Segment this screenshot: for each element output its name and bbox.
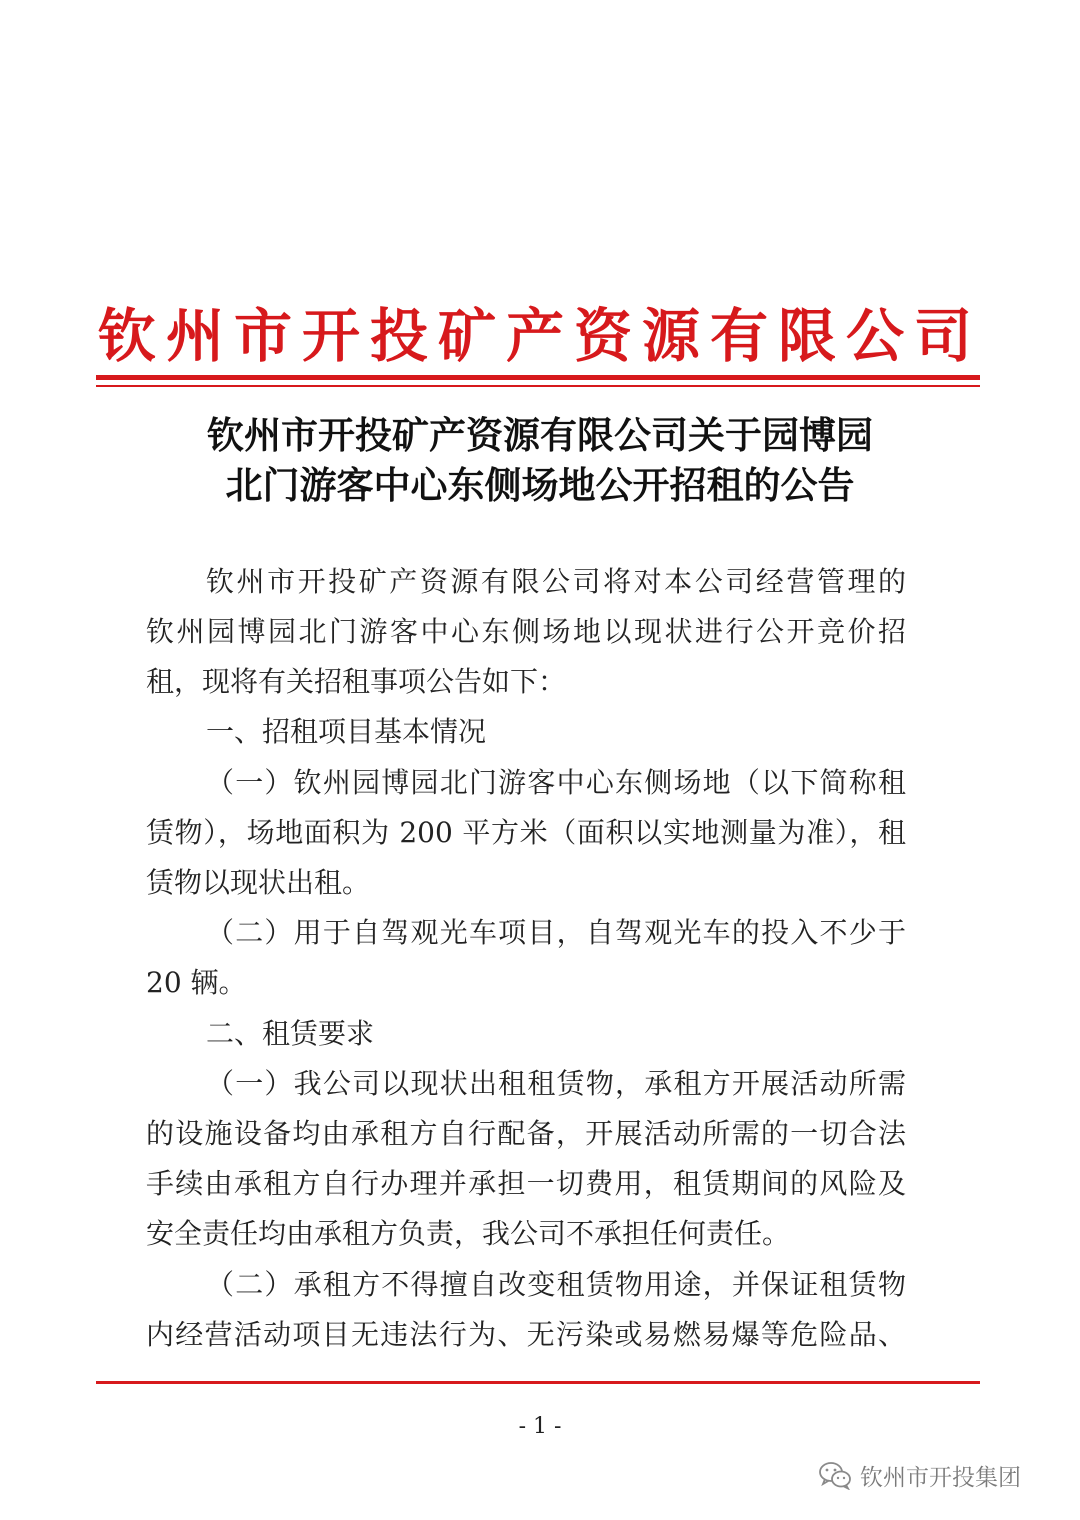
letterhead-rule-thick — [96, 375, 980, 380]
section-1-item-1-line-1: （一）钦州园博园北门游客中心东侧场地（以下简称租 — [206, 766, 906, 799]
section-1-item-1-line-2: 赁物），场地面积为 200 平方米（面积以实地测量为准），租 — [146, 816, 906, 849]
intro-line-3: 租，现将有关招租事项公告如下： — [146, 665, 567, 698]
section-1-item-1-line-3: 赁物以现状出租。 — [146, 866, 371, 899]
document-title-line-2: 北门游客中心东侧场地公开招租的公告 — [225, 463, 855, 507]
intro-line-1: 钦州市开投矿产资源有限公司将对本公司经营管理的 — [206, 565, 906, 598]
letterhead-company-name: 钦州市开投矿产资源有限公司 — [97, 302, 982, 370]
section-1-item-2-line-1: （二）用于自驾观光车项目，自驾观光车的投入不少于 — [206, 916, 906, 949]
watermark-text: 钦州市开投集团 — [860, 1464, 1021, 1491]
section-2-item-1-line-3: 手续由承租方自行办理并承担一切费用，租赁期间的风险及 — [146, 1167, 906, 1200]
section-1-item-2-line-2: 20 辆。 — [146, 966, 247, 999]
section-2-item-2-line-2: 内经营活动项目无违法行为、无污染或易燃易爆等危险品、 — [146, 1318, 906, 1351]
document-title-line-1: 钦州市开投矿产资源有限公司关于园博园 — [207, 413, 873, 457]
letterhead-rule-thin — [96, 385, 980, 387]
watermark — [818, 1455, 1021, 1495]
section-2-item-1-line-2: 的设施设备均由承租方自行配备，开展活动所需的一切合法 — [146, 1117, 906, 1150]
page-number: - 1 - — [518, 1414, 562, 1439]
section-2-item-1-line-4: 安全责任均由承租方负责，我公司不承担任何责任。 — [146, 1217, 791, 1250]
section-2-item-2-line-1: （二）承租方不得擅自改变租赁物用途，并保证租赁物 — [206, 1268, 906, 1301]
section-2-item-1-line-1: （一）我公司以现状出租租赁物，承租方开展活动所需 — [206, 1067, 906, 1100]
intro-line-2: 钦州园博园北门游客中心东侧场地以现状进行公开竞价招 — [146, 615, 906, 648]
footer-rule — [96, 1381, 980, 1384]
section-2-heading: 二、租赁要求 — [206, 1017, 375, 1050]
section-1-heading: 一、招租项目基本情况 — [206, 715, 487, 748]
wechat-icon — [818, 1460, 852, 1490]
